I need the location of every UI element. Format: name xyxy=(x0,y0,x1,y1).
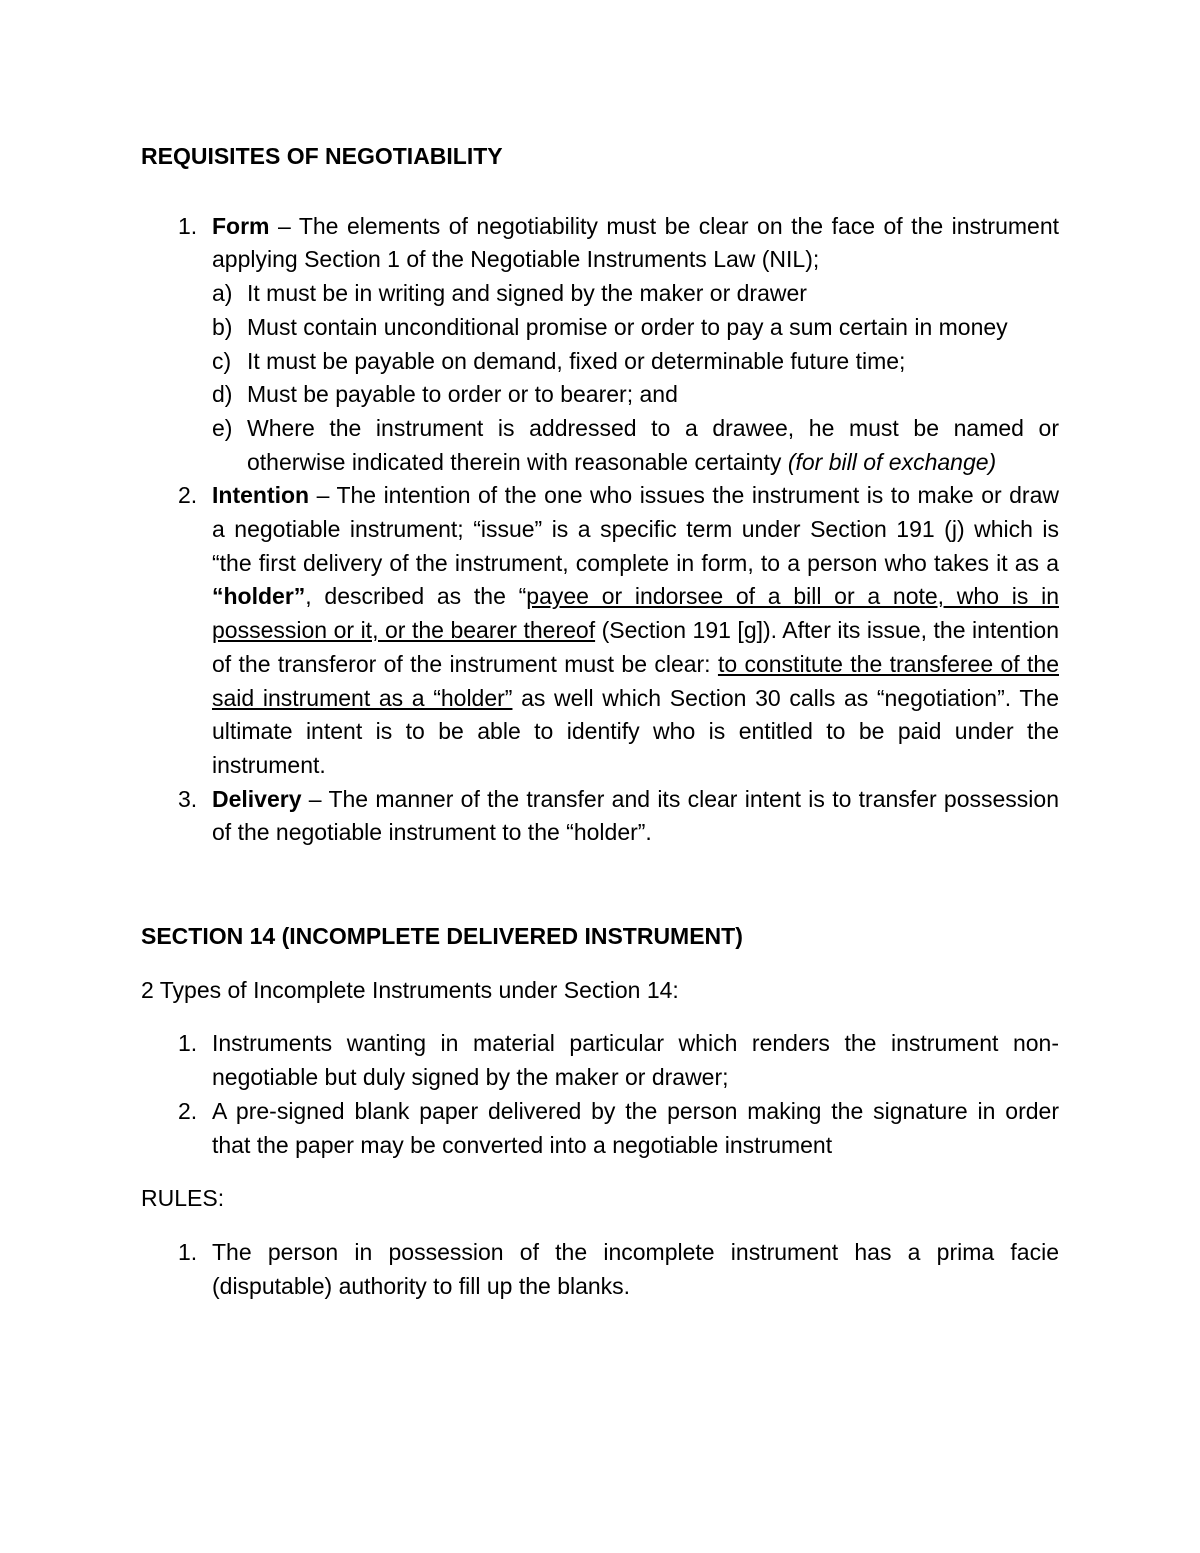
list-item-text: The person in possession of the incomplete instrument has a prima facie (disputable) authority to fill up the blanks. xyxy=(212,1238,1059,1299)
sub-text: It must be in writing and signed by the maker or drawer xyxy=(247,280,807,307)
spacer xyxy=(141,1162,1059,1182)
requisite-item-form xyxy=(141,210,1059,480)
requisite-text: (Section 191 [g]). After its issue, the intention of the transferor of the instrument must be clear: xyxy=(212,617,1059,677)
spacer xyxy=(141,1216,1059,1236)
requisites-list xyxy=(141,210,1059,850)
list-item xyxy=(141,1236,1059,1303)
list-number: 3. xyxy=(178,785,198,812)
spacer xyxy=(141,174,1059,210)
sub-item xyxy=(141,277,1059,311)
rules-label: RULES: xyxy=(141,1185,225,1212)
section14-intro: 2 Types of Incomplete Instruments under Section 14: xyxy=(141,976,679,1003)
sub-text: Must contain unconditional promise or order to pay a sum certain in money xyxy=(247,313,1008,340)
requisite-item-delivery xyxy=(141,783,1059,850)
list-item xyxy=(141,1027,1059,1094)
document-page xyxy=(141,140,1059,1303)
sub-text: It must be payable on demand, fixed or determinable future time; xyxy=(247,347,906,374)
sub-item xyxy=(141,345,1059,379)
section-heading-requisites: REQUISITES OF NEGOTIABILITY xyxy=(141,143,503,169)
list-item xyxy=(141,1095,1059,1162)
sub-item xyxy=(141,378,1059,412)
list-item-text: A pre-signed blank paper delivered by the person making the signature in order that the paper may be converted into a negotiable instrument xyxy=(212,1097,1059,1158)
rules-list xyxy=(141,1236,1059,1303)
spacer xyxy=(141,954,1059,974)
requisite-text: as well which Section 30 calls as “negotiation”. The ultimate intent is to be able to identify who is entitled to be paid under the instrument. xyxy=(212,684,1060,778)
sub-letter: c) xyxy=(212,347,232,374)
sub-text: Must be payable to order or to bearer; and xyxy=(247,381,678,408)
list-number: 1. xyxy=(178,1030,198,1057)
sub-letter: d) xyxy=(212,381,233,408)
list-number: 2. xyxy=(178,482,198,509)
section-heading-section14: SECTION 14 (INCOMPLETE DELIVERED INSTRUMENT) xyxy=(141,923,743,950)
list-number: 1. xyxy=(178,212,198,239)
sub-item xyxy=(141,412,1059,479)
sub-letter: b) xyxy=(212,313,233,340)
requisite-text: – The manner of the transfer and its clear intent is to transfer possession of the negotiable instrument to the “holder”. xyxy=(212,785,1059,846)
requisite-text: , described as the “ xyxy=(305,583,527,610)
term-delivery: Delivery xyxy=(212,785,302,812)
requisite-text: – The elements of negotiability must be clear on the face of the instrument applying Section 1 of the Negotiable Instruments Law (NIL); xyxy=(212,212,1059,273)
list-item-text: Instruments wanting in material particular which renders the instrument non-negotiable but duly signed by the maker or drawer; xyxy=(212,1030,1059,1091)
term-holder: “holder” xyxy=(212,583,306,610)
spacer xyxy=(141,1007,1059,1027)
sub-item xyxy=(141,311,1059,345)
term-form: Form xyxy=(212,212,270,239)
underlined-intent: to constitute the transferee of the said instrument as a “holder” xyxy=(212,650,1059,711)
form-sublist xyxy=(141,277,1059,479)
sub-letter: a) xyxy=(212,280,233,307)
list-number: 1. xyxy=(178,1238,198,1265)
sub-letter: e) xyxy=(212,414,233,441)
sub-text: Where the instrument is addressed to a drawee, he must be named or otherwise indicated therein with reasonable certainty xyxy=(247,414,1059,475)
spacer xyxy=(141,850,1059,920)
incomplete-types-list xyxy=(141,1027,1059,1162)
requisite-item-intention xyxy=(141,479,1059,782)
list-number: 2. xyxy=(178,1097,198,1124)
sub-text-italic: (for bill of exchange) xyxy=(787,448,997,475)
term-intention: Intention xyxy=(212,482,310,509)
underlined-definition: payee or indorsee of a bill or a note, who is in possession or it, or the bearer thereof xyxy=(212,583,1059,644)
requisite-text: – The intention of the one who issues the instrument is to make or draw a negotiable instrument; “issue” is a specific term under Section 191 (j) which is “the first delivery of the instrument, complete in form, to a person who takes it as a xyxy=(212,482,1059,576)
